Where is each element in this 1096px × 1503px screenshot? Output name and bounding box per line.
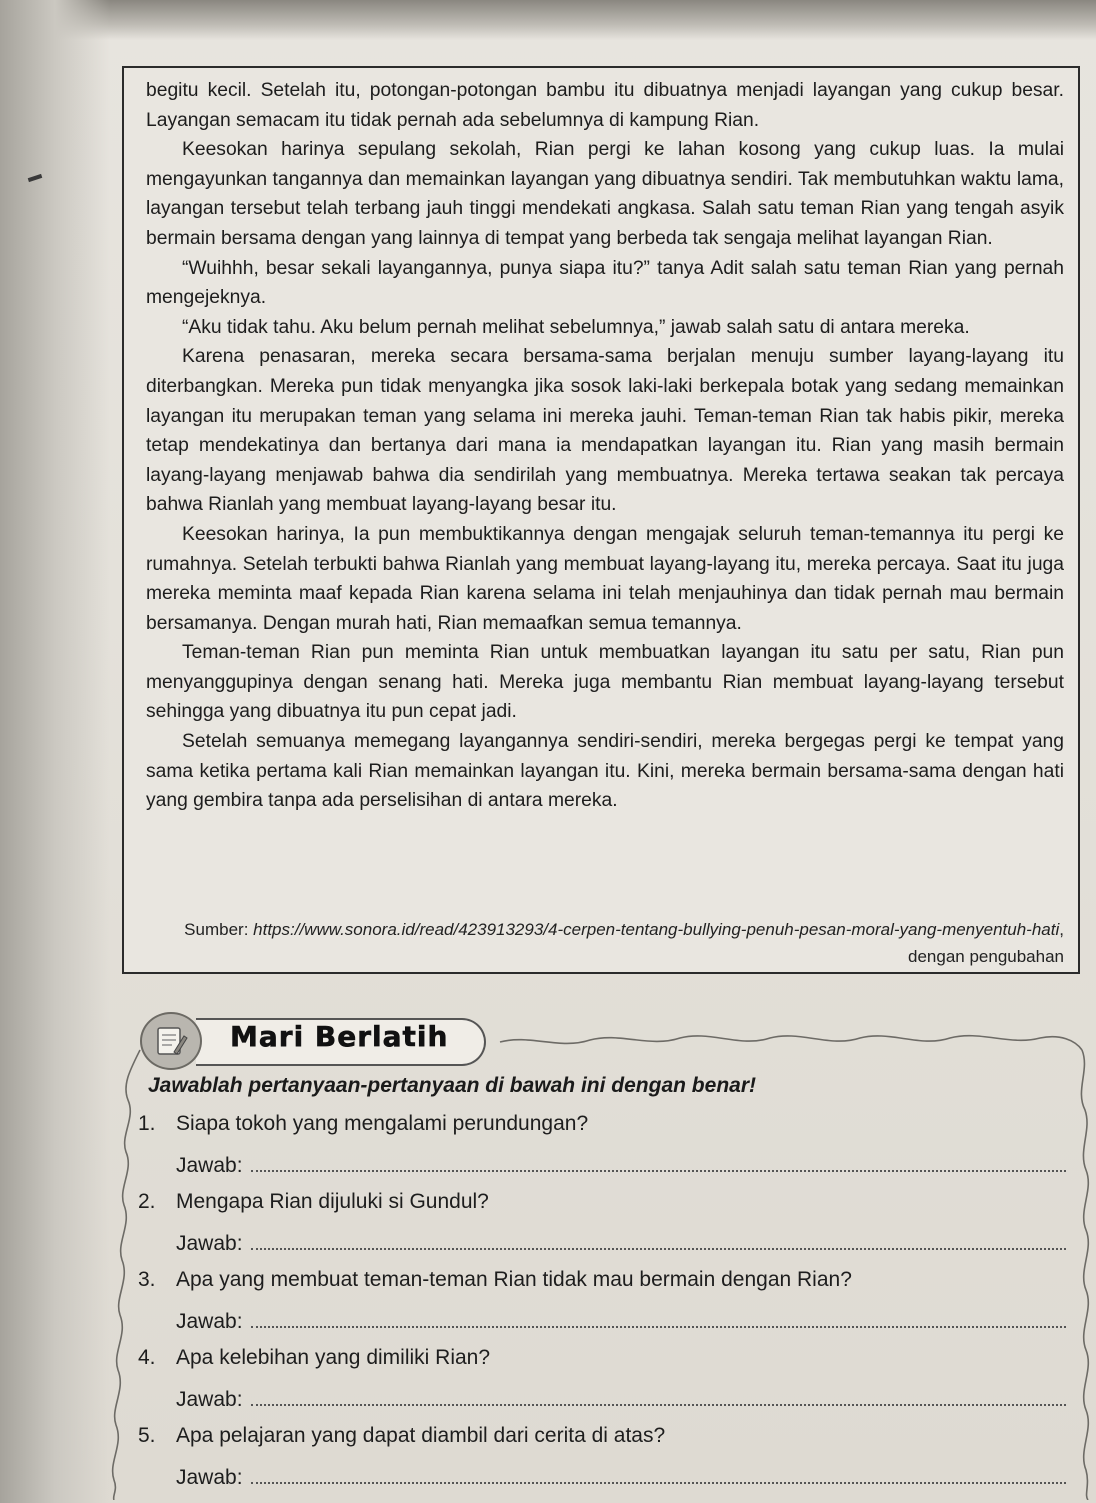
answer-dotted-line[interactable] bbox=[251, 1308, 1066, 1328]
question-label: Apa yang membuat teman-teman Rian tidak mau bermain dengan Rian? bbox=[176, 1268, 852, 1291]
question-text bbox=[138, 1190, 489, 1214]
page-top-shadow bbox=[0, 0, 1096, 40]
answer-line[interactable] bbox=[176, 1152, 1066, 1178]
answer-dotted-line[interactable] bbox=[251, 1152, 1066, 1172]
question-item bbox=[138, 1424, 1078, 1502]
story-box bbox=[122, 66, 1080, 974]
answer-label: Jawab: bbox=[176, 1466, 243, 1489]
exercise-title: Mari Berlatih bbox=[230, 1020, 449, 1053]
question-label: Siapa tokoh yang mengalami perundungan? bbox=[176, 1112, 589, 1135]
question-item bbox=[138, 1112, 1078, 1190]
story-paragraph: Teman-teman Rian pun meminta Rian untuk membuatkan layangan itu satu per satu, Rian pun menyanggupinya dengan senang hati. Mereka juga membantu Rian membuat layang-layang tersebut sehingga yang dibuatnya itu pun cepat jadi. bbox=[146, 642, 1064, 723]
story-paragraph: Karena penasaran, mereka secara bersama-sama berjalan menuju sumber layang-layang itu diterbangkan. Mereka pun tidak menyangka jika sosok laki-laki berkepala botak yang sedang memainkan layangan itu merupakan teman yang selama ini mereka jauhi. Teman-teman Rian tak habis pikir, mereka tetap mendekatinya dan bertanya dari mana ia mendapatkan layangan itu. Rian yang masih bermain layang-layang menjawab bahwa dia sendirilah yang membuatnya. Mereka tertawa seakan tak percaya bahwa Rianlah yang membuat layang-layang besar itu. bbox=[146, 346, 1064, 516]
exercise-badge bbox=[140, 1012, 202, 1070]
question-label: Apa kelebihan yang dimiliki Rian? bbox=[176, 1346, 491, 1369]
source-label: Sumber: bbox=[184, 920, 254, 939]
answer-dotted-line[interactable] bbox=[251, 1230, 1066, 1250]
question-text bbox=[138, 1112, 588, 1136]
question-number: 4. bbox=[138, 1346, 156, 1369]
exercise-banner bbox=[140, 1008, 500, 1070]
answer-label: Jawab: bbox=[176, 1388, 243, 1411]
question-item bbox=[138, 1346, 1078, 1424]
story-paragraph: begitu kecil. Setelah itu, potongan-potongan bambu itu dibuatnya menjadi layangan yang cukup besar. Layangan semacam itu tidak pernah ada sebelumnya di kampung Rian. bbox=[146, 80, 1064, 131]
answer-line[interactable] bbox=[176, 1386, 1066, 1412]
source-citation bbox=[144, 916, 1064, 970]
question-list bbox=[138, 1112, 1078, 1502]
question-number: 1. bbox=[138, 1112, 156, 1135]
story-paragraph: “Aku tidak tahu. Aku belum pernah melihat sebelumnya,” jawab salah satu di antara mereka. bbox=[182, 316, 970, 338]
answer-dotted-line[interactable] bbox=[251, 1464, 1066, 1484]
answer-label: Jawab: bbox=[176, 1232, 243, 1255]
question-item bbox=[138, 1190, 1078, 1268]
question-text bbox=[138, 1268, 852, 1292]
source-suffix: , dengan pengubahan bbox=[908, 920, 1064, 966]
exercise-instruction: Jawablah pertanyaan-pertanyaan di bawah ini dengan benar! bbox=[148, 1074, 756, 1097]
source-url: https://www.sonora.id/read/423913293/4-cerpen-tentang-bullying-penuh-pesan-moral-yang-menyentuh-hati bbox=[253, 920, 1060, 939]
story-paragraph: Keesokan harinya sepulang sekolah, Rian pergi ke lahan kosong yang cukup luas. Ia mulai mengayunkan tangannya dan memainkan layangan yang dibuatnya sendiri. Tak membutuhkan waktu lama, layangan tersebut telah terbang jauh tinggi mendekati angkasa. Salah satu teman Rian yang tengah asyik bermain bersama dengan yang lainnya di tempat yang berbeda tak sengaja melihat layangan Rian. bbox=[146, 139, 1064, 249]
story-paragraph: Setelah semuanya memegang layangannya sendiri-sendiri, mereka bergegas pergi ke tempat yang sama ketika pertama kali Rian memainkan layangan itu. Kini, mereka bermain bersama-sama dengan hati yang gembira tanpa ada perselisihan di antara mereka. bbox=[146, 731, 1064, 812]
answer-dotted-line[interactable] bbox=[251, 1386, 1066, 1406]
question-number: 3. bbox=[138, 1268, 156, 1291]
answer-line[interactable] bbox=[176, 1308, 1066, 1334]
story-paragraph: “Wuihhh, besar sekali layangannya, punya siapa itu?” tanya Adit salah satu teman Rian yang pernah mengejeknya. bbox=[146, 257, 1064, 309]
question-text bbox=[138, 1424, 665, 1448]
question-number: 2. bbox=[138, 1190, 156, 1213]
answer-label: Jawab: bbox=[176, 1310, 243, 1333]
question-text bbox=[138, 1346, 490, 1370]
question-item bbox=[138, 1268, 1078, 1346]
page-spine-shadow bbox=[0, 0, 110, 1503]
answer-line[interactable] bbox=[176, 1464, 1066, 1490]
answer-line[interactable] bbox=[176, 1230, 1066, 1256]
story-text bbox=[146, 76, 1064, 816]
story-paragraph: Keesokan harinya, Ia pun membuktikannya dengan mengajak seluruh teman-temannya itu pergi ke rumahnya. Setelah terbukti bahwa Rianlah yang membuat layang-layang itu, mereka percaya. Saat itu juga mereka meminta maaf kepada Rian karena selama ini telah menjauhinya dan tidak pernah mau bermain bersamanya. Dengan murah hati, Rian memaafkan semua temannya. bbox=[146, 523, 1064, 634]
answer-label: Jawab: bbox=[176, 1154, 243, 1177]
question-label: Mengapa Rian dijuluki si Gundul? bbox=[176, 1190, 489, 1213]
question-number: 5. bbox=[138, 1424, 156, 1447]
pencil-icon bbox=[154, 1024, 188, 1058]
question-label: Apa pelajaran yang dapat diambil dari cerita di atas? bbox=[176, 1424, 666, 1447]
